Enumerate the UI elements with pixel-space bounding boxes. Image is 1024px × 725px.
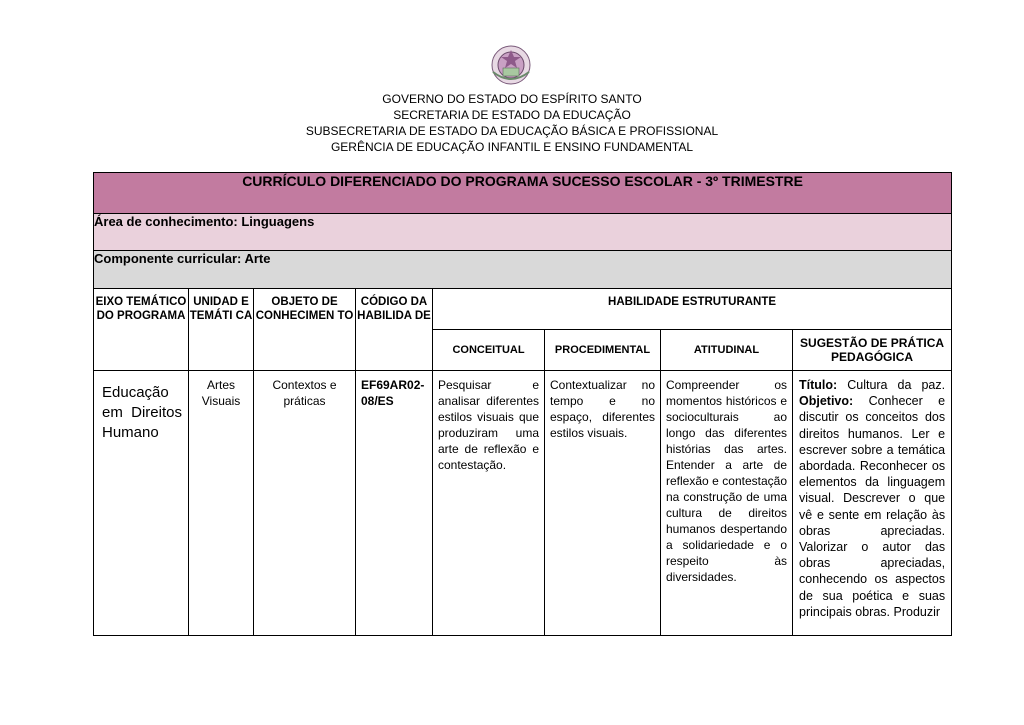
cell-objeto: Contextos e práticas	[254, 371, 356, 636]
cell-procedimental: Contextualizar no tempo e no espaço, diferentes estilos visuais.	[545, 371, 661, 636]
sugestao-objective: Conhecer e discutir os conceitos dos direitos humanos. Ler e escrever sobre a temática abordada. Reconhecer os elementos da linguagem visual. Descrever o que vê e sente em relação às obras apreciadas. Valorizar o autor das obras apreciadas, conhecendo os aspectos de sua poética e suas principais obras. Produzir	[799, 394, 946, 619]
col-header-procedimental: PROCEDIMENTAL	[545, 330, 661, 371]
cell-atitudinal: Compreender os momentos históricos e socioculturais ao longo das diferentes histórias das artes. Entender a arte de reflexão e contestação na construção de uma cultura de direitos humanos despertando a solidariedade e o respeito às diversidades.	[661, 371, 793, 636]
header-line-government: GOVERNO DO ESTADO DO ESPÍRITO SANTO	[382, 92, 642, 106]
curricular-component: Componente curricular: Arte	[94, 251, 952, 289]
cell-conceitual: Pesquisar e analisar diferentes estilos visuais que produziram uma arte de reflexão e contestação.	[433, 371, 545, 636]
cell-eixo: Educação em Direitos Humano	[94, 371, 189, 636]
header-line-secretariat: SECRETARIA DE ESTADO DA EDUCAÇÃO	[393, 108, 631, 122]
sugestao-objective-label: Objetivo:	[799, 394, 854, 409]
knowledge-area: Área de conhecimento: Linguagens	[94, 214, 952, 251]
table-row	[94, 371, 952, 636]
col-header-atitudinal: ATITUDINAL	[661, 330, 793, 371]
col-header-unidade: UNIDAD E TEMÁTI CA	[189, 289, 254, 371]
table-title: CURRÍCULO DIFERENCIADO DO PROGRAMA SUCESSO ESCOLAR - 3º TRIMESTRE	[94, 173, 952, 214]
col-header-codigo: CÓDIGO DA HABILIDA DE	[356, 289, 433, 371]
coat-of-arms-seal-icon	[487, 42, 535, 88]
col-header-eixo: EIXO TEMÁTICO DO PROGRAMA	[94, 289, 189, 371]
cell-unidade: Artes Visuais	[189, 371, 254, 636]
sugestao-title-label: Título:	[799, 378, 838, 392]
col-header-conceitual: CONCEITUAL	[433, 330, 545, 371]
cell-codigo: EF69AR02-08/ES	[356, 371, 433, 636]
letterhead	[0, 91, 1024, 155]
curriculum-table	[93, 172, 952, 636]
sugestao-title: Cultura da paz.	[847, 378, 946, 392]
col-header-habilidade: HABILIDADE ESTRUTURANTE	[433, 289, 952, 330]
header-line-subsecretariat: SUBSECRETARIA DE ESTADO DA EDUCAÇÃO BÁSICA E PROFISSIONAL	[305, 124, 719, 138]
header-line-management: GERÊNCIA DE EDUCAÇÃO INFANTIL E ENSINO FUNDAMENTAL	[330, 140, 694, 154]
col-header-sugestao: SUGESTÃO DE PRÁTICA PEDAGÓGICA	[793, 330, 952, 371]
cell-sugestao	[793, 371, 952, 636]
col-header-objeto: OBJETO DE CONHECIMEN TO	[254, 289, 356, 371]
